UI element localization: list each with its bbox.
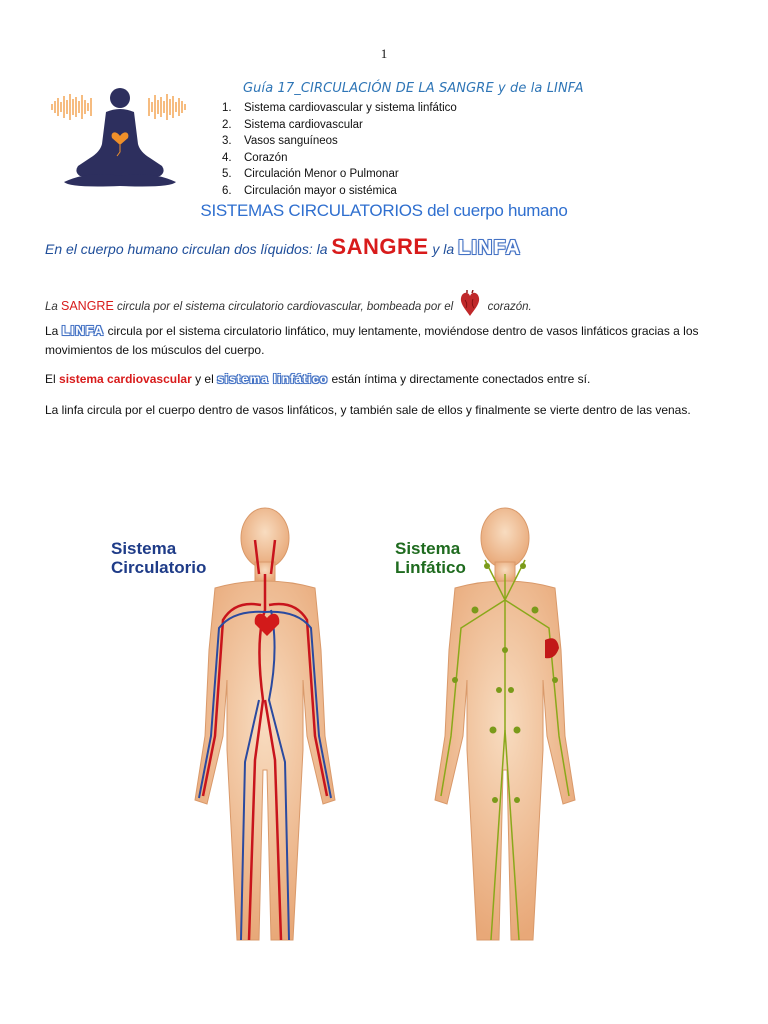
page-number: 1 — [380, 46, 388, 61]
venas-paragraph: La linfa circula por el cuerpo dentro de vasos linfáticos, y también sale de ellos y finalmente se vierte dentro de las venas. — [45, 403, 691, 417]
body-systems-illustration — [90, 500, 650, 960]
topic-list — [222, 100, 457, 199]
list-item: 6. Circulación mayor o sistémica — [222, 184, 397, 197]
linfa-word: LINFA — [458, 237, 521, 259]
lymphatic-term: sistema linfático — [217, 372, 329, 386]
cardiovascular-term: sistema cardiovascular — [59, 372, 192, 386]
linfa-paragraph: La LINFA circula por el sistema circulatorio linfático, muy lentamente, moviéndose dentro de vasos linfáticos gracias a los movimientos de los músculos del cuerpo. — [45, 323, 699, 357]
intro-line: En el cuerpo humano circulan dos líquidos: la SANGRE y la LINFA — [45, 234, 521, 259]
list-item: 2. Sistema cardiovascular — [222, 118, 363, 131]
guide-title: Guía 17_CIRCULACIÓN DE LA SANGRE y de la LINFA — [243, 81, 584, 96]
sangre-word: SANGRE — [61, 299, 114, 313]
lymphatic-label-line2: Linfático — [395, 558, 466, 577]
section-title: SISTEMAS CIRCULATORIOS del cuerpo humano — [200, 201, 568, 220]
systems-paragraph: El sistema cardiovascular y el sistema linfático están íntima y directamente conectados entre sí. — [45, 372, 591, 386]
list-item: 5. Circulación Menor o Pulmonar — [222, 168, 399, 180]
list-item: 1. Sistema cardiovascular y sistema linfático — [222, 102, 457, 114]
heart-organ-icon — [458, 290, 482, 318]
blood-paragraph: La SANGRE circula por el sistema circulatorio cardiovascular, bombeada por el corazón. — [45, 290, 532, 318]
list-item: 4. Corazón — [222, 151, 288, 164]
list-item: 3. Vasos sanguíneos — [222, 135, 338, 147]
meditation-logo — [50, 86, 190, 191]
circulatory-label-line1: Sistema — [111, 539, 177, 558]
circulatory-label-line2: Circulatorio — [111, 558, 207, 577]
linfa-word: LINFA — [61, 323, 105, 338]
lymphatic-label-line1: Sistema — [395, 539, 461, 558]
circulatory-figure — [111, 508, 335, 940]
lymphatic-figure — [395, 508, 575, 940]
sangre-word: SANGRE — [331, 234, 429, 259]
